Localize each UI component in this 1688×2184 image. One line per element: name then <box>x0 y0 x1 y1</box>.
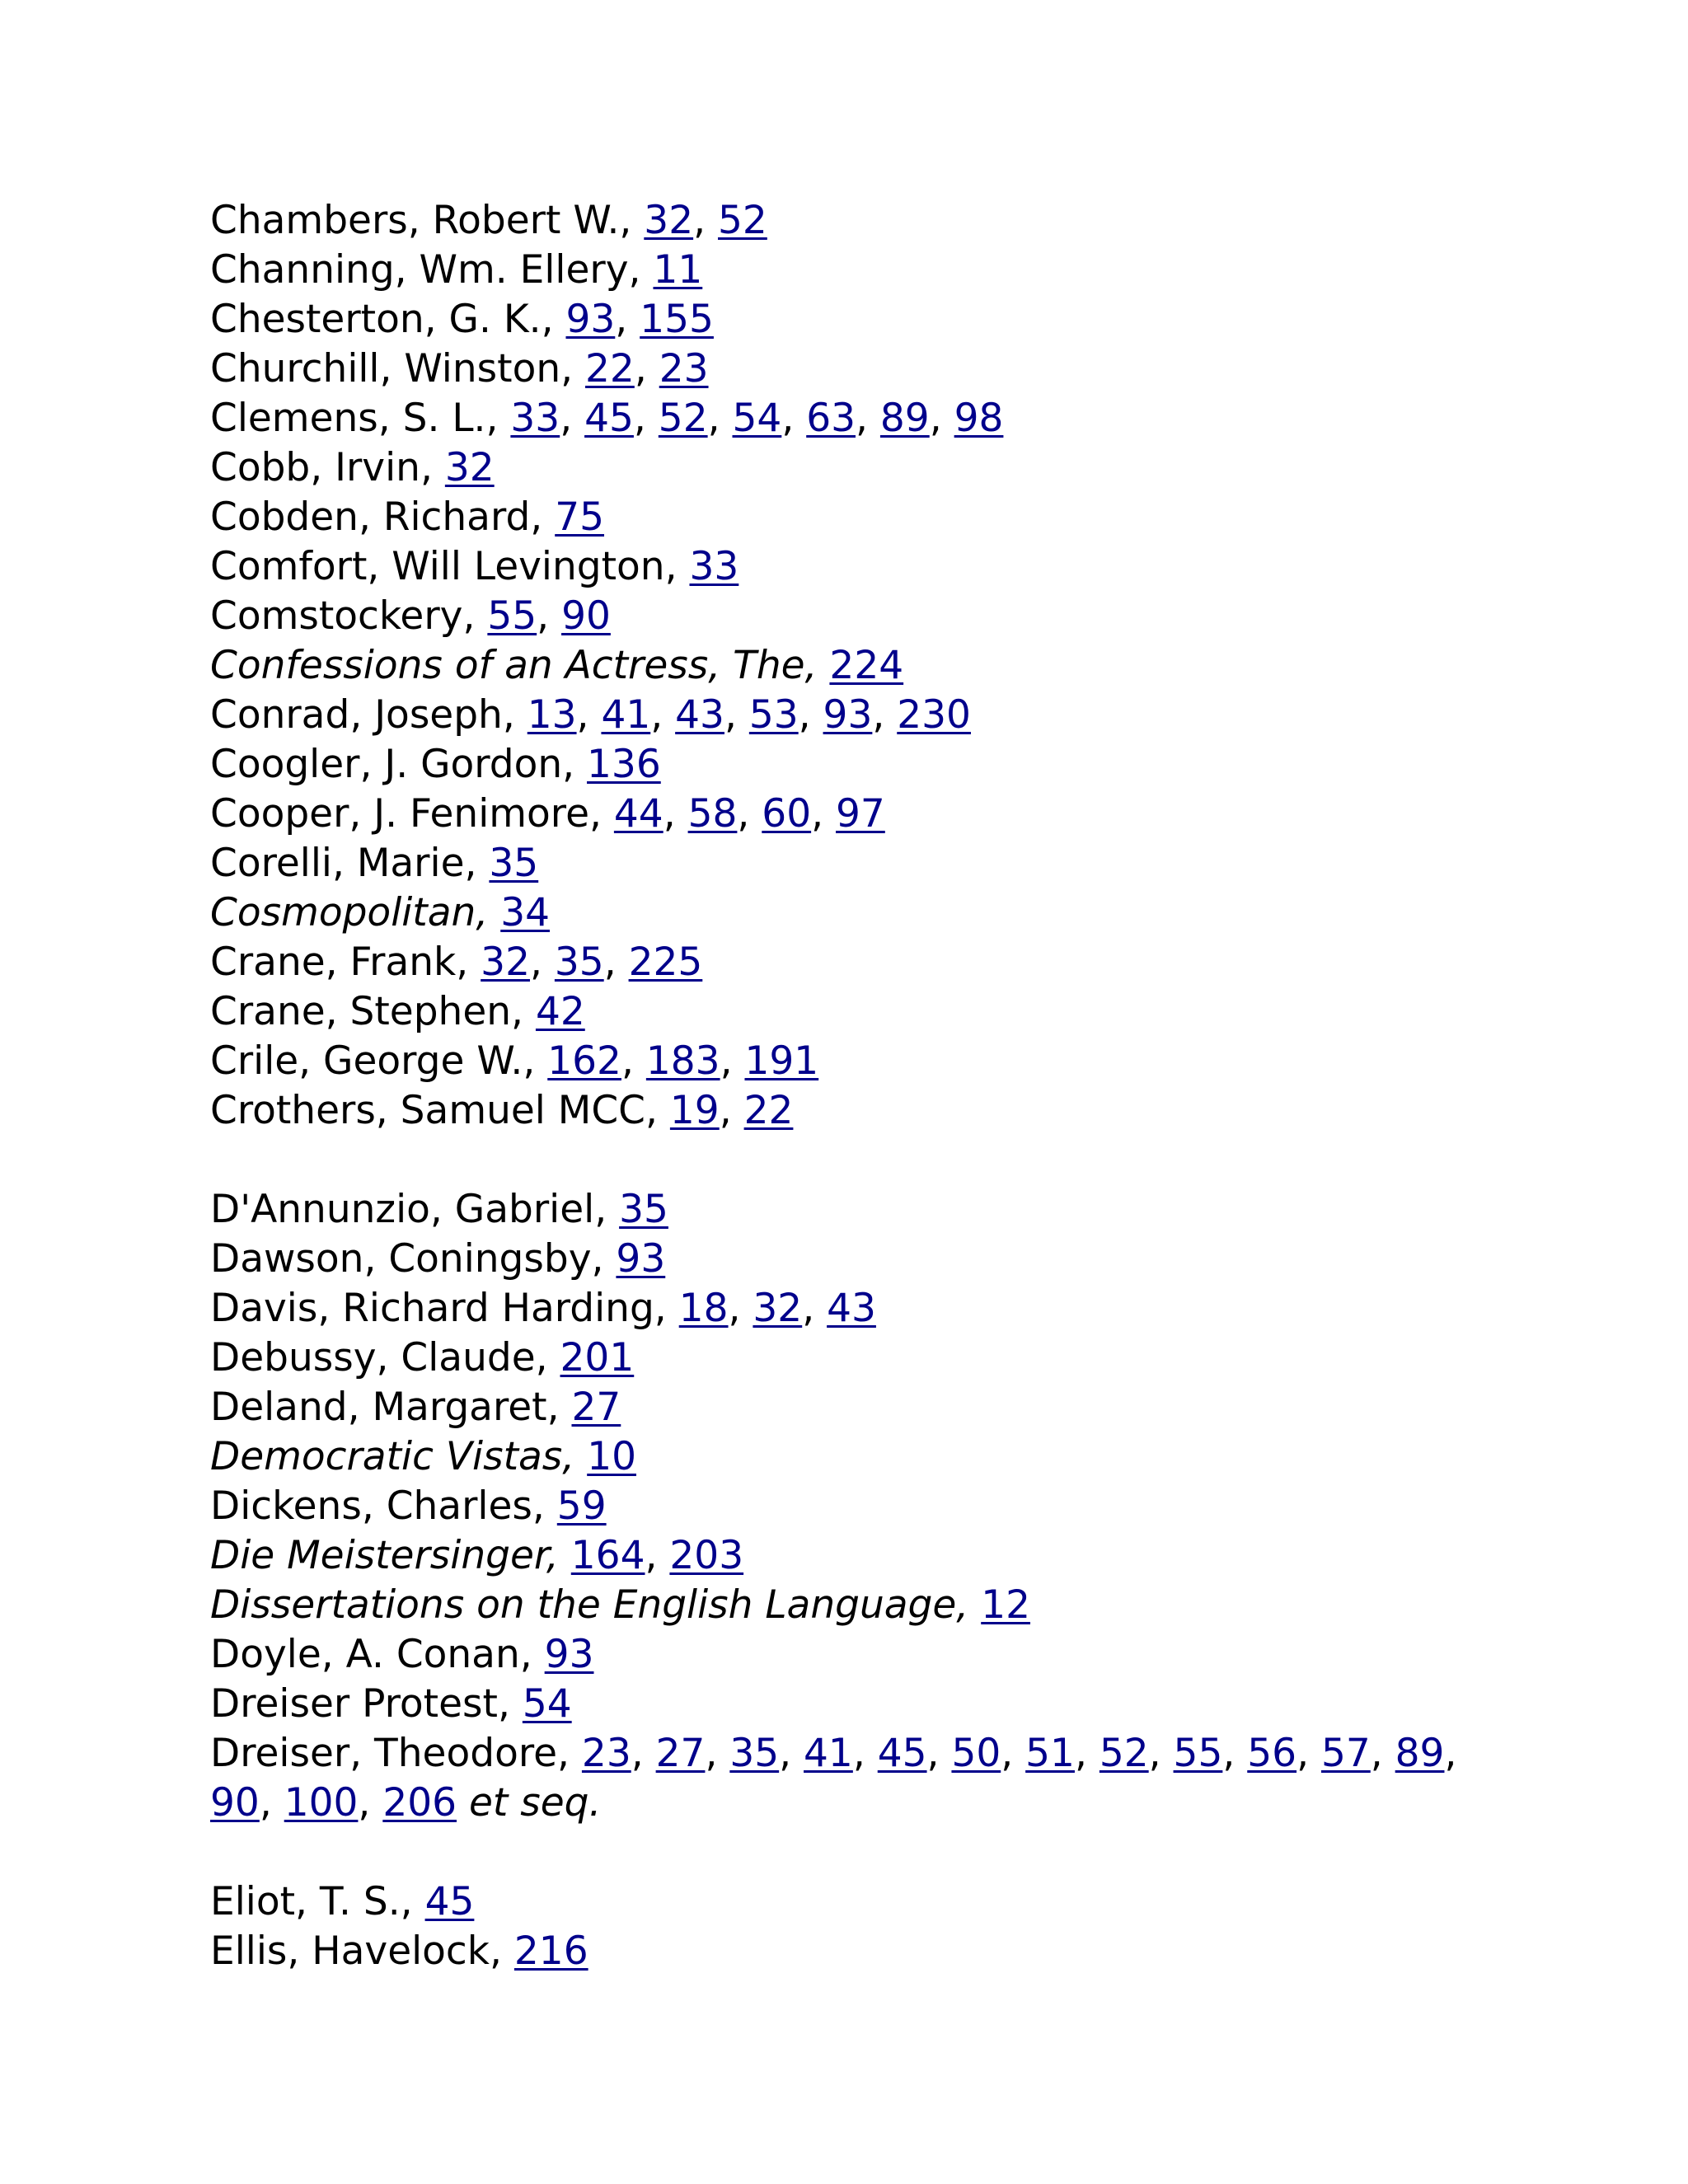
index-entry <box>210 1185 1496 1235</box>
page-link[interactable]: 54 <box>732 396 782 441</box>
index-entry <box>210 691 1496 740</box>
page-link[interactable]: 51 <box>1025 1731 1075 1776</box>
page-link[interactable]: 136 <box>587 742 661 787</box>
page-link[interactable]: 75 <box>555 494 605 540</box>
page-link[interactable]: 12 <box>981 1582 1031 1628</box>
page-link[interactable]: 50 <box>951 1731 1001 1776</box>
page-link[interactable]: 43 <box>675 692 724 738</box>
page-link[interactable]: 10 <box>587 1434 636 1479</box>
page-link[interactable]: 52 <box>658 396 708 441</box>
page-link[interactable]: 225 <box>628 940 703 985</box>
page-separator: , <box>560 396 585 441</box>
page-link[interactable]: 45 <box>424 1879 475 1924</box>
entry-name: Crane, Frank, <box>210 940 469 985</box>
entry-name: Churchill, Winston, <box>210 346 574 391</box>
page-link[interactable]: 58 <box>687 791 738 837</box>
page-separator: , <box>634 346 659 391</box>
page-separator: , <box>779 1731 804 1776</box>
page-link[interactable]: 23 <box>581 1731 631 1776</box>
entry-name: Deland, Margaret, <box>210 1385 560 1430</box>
page-separator: , <box>1296 1731 1321 1776</box>
entry-name: Cooper, J. Fenimore, <box>210 791 602 837</box>
index-entry <box>210 592 1496 641</box>
page-separator: , <box>1148 1731 1174 1776</box>
page-separator: , <box>259 1780 284 1825</box>
page-link[interactable]: 11 <box>653 247 703 293</box>
index-entry <box>210 790 1496 839</box>
page-link[interactable]: 52 <box>718 198 767 243</box>
page-link[interactable]: 93 <box>823 692 873 738</box>
page-link[interactable]: 34 <box>500 890 551 935</box>
entry-name: Dickens, Charles, <box>210 1483 545 1529</box>
index-entry <box>210 938 1496 987</box>
entry-name: Crile, George W., <box>210 1038 536 1084</box>
page-link[interactable]: 162 <box>547 1038 621 1084</box>
entry-name: Cobb, Irvin, <box>210 445 433 490</box>
page-separator: , <box>798 692 823 738</box>
page-link[interactable]: 93 <box>565 297 616 342</box>
index-entry <box>210 295 1496 344</box>
index-page <box>210 196 1496 1976</box>
page-link[interactable]: 52 <box>1099 1731 1149 1776</box>
index-entry <box>210 1432 1496 1482</box>
page-link[interactable]: 216 <box>513 1929 588 1974</box>
page-separator: , <box>645 1533 670 1578</box>
page-separator: , <box>529 940 555 985</box>
page-separator: , <box>603 940 629 985</box>
page-separator: , <box>719 1088 744 1133</box>
page-separator: , <box>811 791 836 837</box>
page-link[interactable]: 98 <box>954 396 1004 441</box>
entry-name: Dawson, Coningsby, <box>210 1236 604 1282</box>
page-separator: , <box>633 396 659 441</box>
page-link[interactable]: 54 <box>522 1681 572 1727</box>
page-link[interactable]: 230 <box>897 692 971 738</box>
page-link[interactable]: 203 <box>669 1533 744 1578</box>
entry-name: Davis, Richard Harding, <box>210 1286 667 1331</box>
page-link[interactable]: 35 <box>729 1731 780 1776</box>
index-entry <box>210 1680 1496 1729</box>
page-link[interactable]: 33 <box>689 544 739 589</box>
page-link[interactable]: 201 <box>560 1335 635 1380</box>
index-entry <box>210 246 1496 295</box>
page-link[interactable]: 44 <box>613 791 663 837</box>
page-separator: , <box>724 692 749 738</box>
page-link[interactable]: 41 <box>804 1731 853 1776</box>
index-entry <box>210 1729 1496 1828</box>
entry-name: Doyle, A. Conan, <box>210 1632 532 1677</box>
entry-suffix: et seq. <box>468 1780 602 1825</box>
page-link[interactable]: 56 <box>1247 1731 1297 1776</box>
page-separator: , <box>1370 1731 1395 1776</box>
entry-name: Dissertations on the English Language, <box>210 1582 969 1628</box>
page-link[interactable]: 19 <box>669 1088 720 1133</box>
index-entry <box>210 1581 1496 1630</box>
page-link[interactable]: 59 <box>556 1483 607 1529</box>
page-separator: , <box>728 1286 753 1331</box>
page-separator: , <box>537 593 562 639</box>
page-link[interactable]: 42 <box>535 989 585 1034</box>
page-separator: , <box>707 396 733 441</box>
page-link[interactable]: 32 <box>481 940 530 985</box>
entry-name: Clemens, S. L., <box>210 396 499 441</box>
page-link[interactable]: 27 <box>655 1731 706 1776</box>
index-entry <box>210 839 1496 888</box>
entry-name: Eliot, T. S., <box>210 1879 413 1924</box>
index-entry <box>210 641 1496 691</box>
entry-name: Debussy, Claude, <box>210 1335 548 1380</box>
page-separator: , <box>631 1731 656 1776</box>
page-link[interactable]: 22 <box>743 1088 794 1133</box>
entry-name: Comstockery, <box>210 593 476 639</box>
index-entry <box>210 493 1496 542</box>
page-link[interactable]: 43 <box>827 1286 876 1331</box>
page-separator: , <box>720 1038 745 1084</box>
page-link[interactable]: 41 <box>601 692 651 738</box>
page-link[interactable]: 45 <box>584 396 634 441</box>
page-link[interactable]: 27 <box>571 1385 621 1430</box>
page-link[interactable]: 164 <box>570 1533 645 1578</box>
page-link[interactable]: 100 <box>284 1780 359 1825</box>
page-link[interactable]: 155 <box>640 297 714 342</box>
page-separator: , <box>705 1731 730 1776</box>
page-link[interactable]: 45 <box>877 1731 927 1776</box>
page-link[interactable]: 57 <box>1320 1731 1371 1776</box>
page-separator: , <box>693 198 718 243</box>
page-separator: , <box>650 692 676 738</box>
index-entry <box>210 1531 1496 1581</box>
page-link[interactable]: 18 <box>678 1286 729 1331</box>
page-link[interactable]: 32 <box>644 198 694 243</box>
page-link[interactable]: 224 <box>829 643 904 688</box>
page-separator: , <box>615 297 640 342</box>
page-link[interactable]: 60 <box>762 791 812 837</box>
index-entry <box>210 542 1496 592</box>
entry-name: D'Annunzio, Gabriel, <box>210 1187 607 1232</box>
page-link[interactable]: 23 <box>659 346 709 391</box>
page-link[interactable]: 206 <box>382 1780 457 1825</box>
page-link[interactable]: 90 <box>561 593 611 639</box>
index-entry <box>210 1630 1496 1680</box>
index-entry <box>210 1482 1496 1531</box>
page-separator: , <box>1222 1731 1248 1776</box>
entry-name: Ellis, Havelock, <box>210 1929 502 1974</box>
page-link[interactable]: 35 <box>554 940 604 985</box>
page-separator: , <box>781 396 807 441</box>
page-link[interactable]: 32 <box>444 445 495 490</box>
page-separator: , <box>802 1286 828 1331</box>
page-link[interactable]: 55 <box>487 593 537 639</box>
page-separator: , <box>856 396 880 441</box>
index-entry <box>210 443 1496 493</box>
page-separator: , <box>576 692 602 738</box>
page-link[interactable]: 63 <box>806 396 856 441</box>
page-separator: , <box>663 791 688 837</box>
entry-name: Comfort, Will Levington, <box>210 544 678 589</box>
page-separator: , <box>621 1038 646 1084</box>
page-link[interactable]: 183 <box>645 1038 720 1084</box>
entry-name: Chesterton, G. K., <box>210 297 554 342</box>
index-entry <box>210 1333 1496 1383</box>
index-entry <box>210 196 1496 246</box>
page-link[interactable]: 53 <box>748 692 799 738</box>
page-link[interactable]: 93 <box>616 1236 666 1282</box>
index-entry <box>210 394 1496 443</box>
entry-name: Crothers, Samuel MCC, <box>210 1088 658 1133</box>
entry-name: Die Meistersinger, <box>210 1533 559 1578</box>
page-link[interactable]: 22 <box>585 346 635 391</box>
index-entry <box>210 987 1496 1037</box>
page-separator: , <box>358 1780 383 1825</box>
index-entry <box>210 1037 1496 1086</box>
entry-name: Conrad, Joseph, <box>210 692 515 738</box>
index-entry <box>210 1927 1496 1976</box>
index-entry <box>210 740 1496 790</box>
page-link[interactable]: 55 <box>1173 1731 1223 1776</box>
page-separator: , <box>929 396 954 441</box>
page-link[interactable]: 89 <box>879 396 930 441</box>
page-link[interactable]: 13 <box>527 692 577 738</box>
entry-name: Corelli, Marie, <box>210 841 477 886</box>
entry-name: Chambers, Robert W., <box>210 198 632 243</box>
page-separator: , <box>872 692 898 738</box>
page-link[interactable]: 35 <box>489 841 539 886</box>
page-separator: , <box>737 791 762 837</box>
index-entry <box>210 1877 1496 1927</box>
page-link[interactable]: 32 <box>753 1286 803 1331</box>
index-entry <box>210 1284 1496 1333</box>
entry-name: Channing, Wm. Ellery, <box>210 247 641 293</box>
entry-name: Democratic Vistas, <box>210 1434 575 1479</box>
page-link[interactable]: 93 <box>544 1632 594 1677</box>
page-separator: , <box>1074 1731 1100 1776</box>
entry-name: Cobden, Richard, <box>210 494 543 540</box>
page-link[interactable]: 89 <box>1395 1731 1445 1776</box>
entry-name: Cosmopolitan, <box>210 890 489 935</box>
page-link[interactable]: 35 <box>619 1187 668 1232</box>
page-link[interactable]: 90 <box>210 1780 260 1825</box>
index-entry <box>210 1383 1496 1432</box>
page-separator: , <box>852 1731 878 1776</box>
index-entry <box>210 344 1496 394</box>
entry-name: Coogler, J. Gordon, <box>210 742 575 787</box>
page-link[interactable]: 33 <box>510 396 560 441</box>
entry-name: Confessions of an Actress, The, <box>210 643 818 688</box>
entry-name: Crane, Stephen, <box>210 989 523 1034</box>
page-separator: , <box>926 1731 952 1776</box>
page-link[interactable]: 97 <box>836 791 885 837</box>
page-link[interactable]: 191 <box>744 1038 819 1084</box>
entry-name: Dreiser Protest, <box>210 1681 510 1727</box>
page-separator: , <box>1001 1731 1026 1776</box>
index-entry <box>210 1086 1496 1136</box>
index-entry <box>210 888 1496 938</box>
entry-name: Dreiser, Theodore, <box>210 1731 570 1776</box>
page-separator: , <box>1444 1731 1457 1776</box>
index-entry <box>210 1235 1496 1284</box>
